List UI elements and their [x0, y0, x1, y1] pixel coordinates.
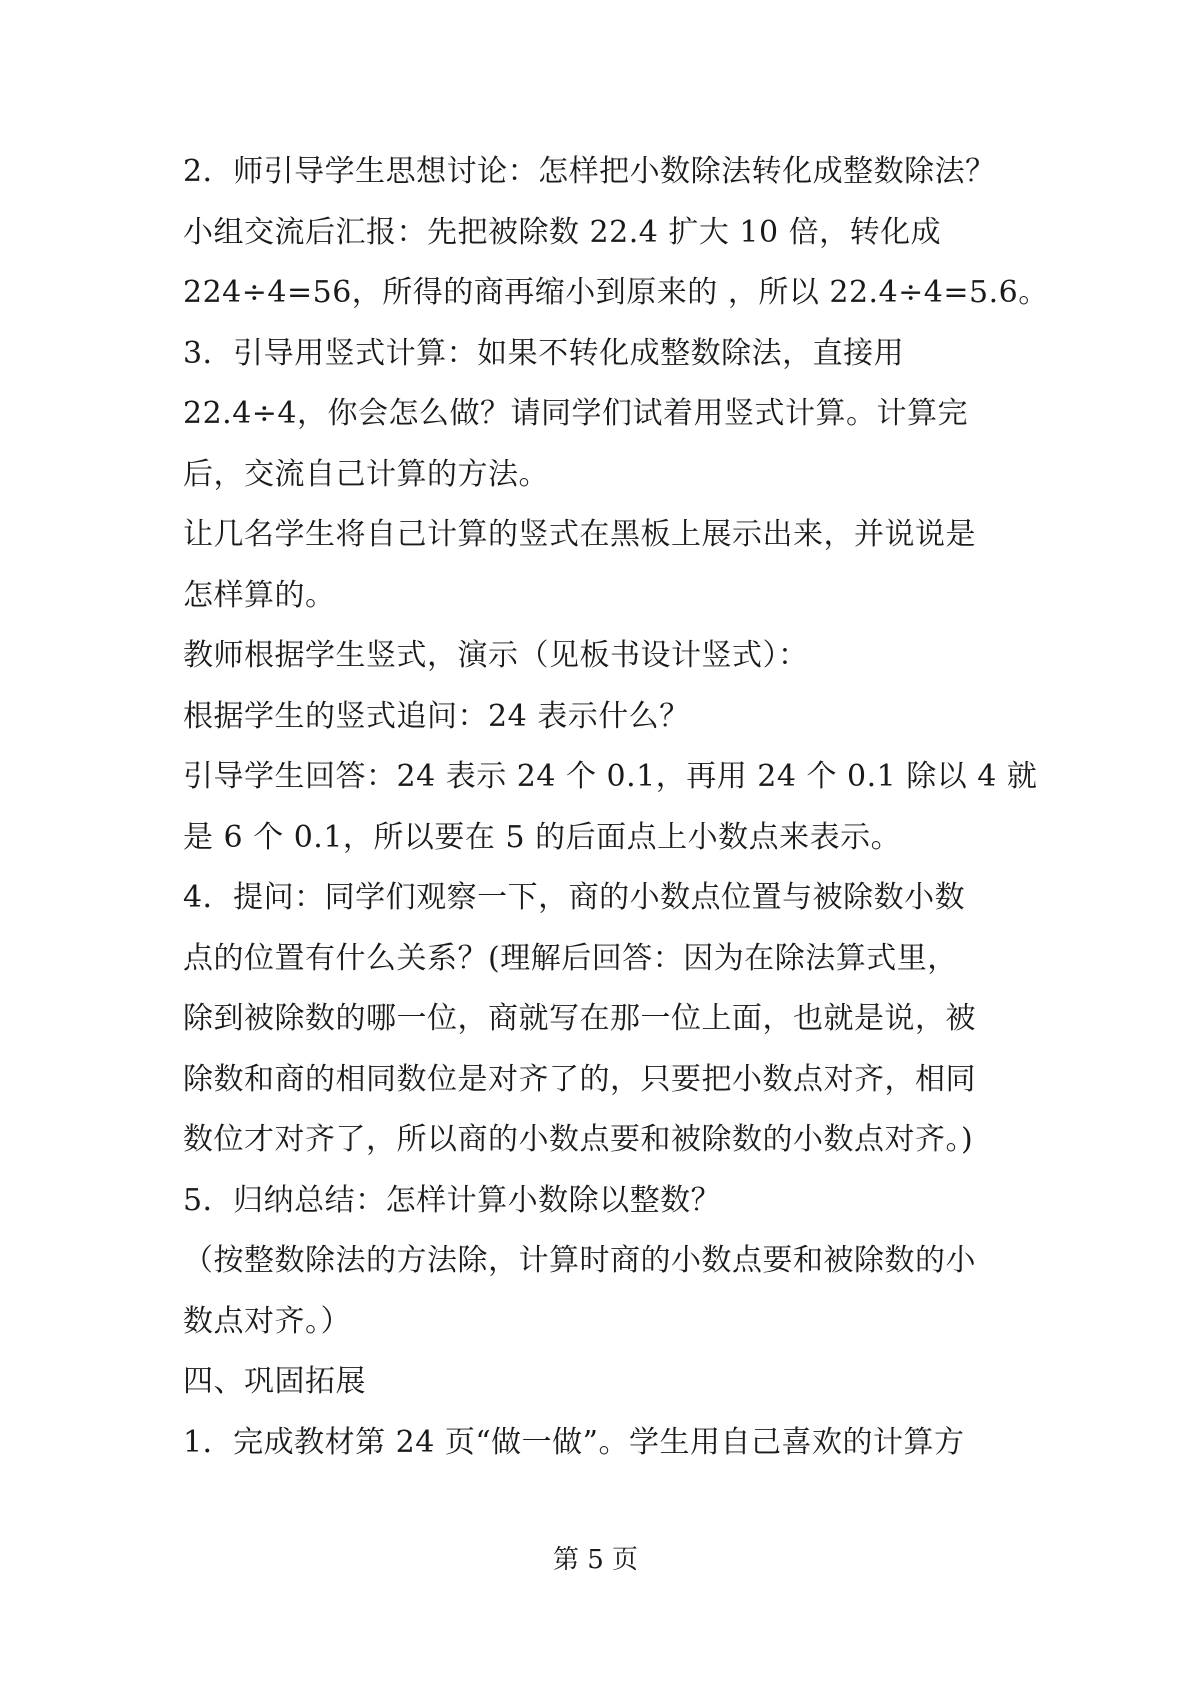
section-heading: 四、巩固拓展	[183, 1364, 366, 1399]
text-line: 后，交流自己计算的方法。	[183, 456, 549, 492]
text-line: 教师根据学生竖式，演示（见板书设计竖式）：	[183, 638, 809, 673]
page-number: 第 5 页	[552, 1545, 639, 1575]
text-line: 小组交流后汇报：先把被除数 22.4 扩大 10 倍，转化成	[183, 214, 942, 250]
text-line: 22.4÷4，你会怎么做？请同学们试着用竖式计算。计算完	[183, 396, 969, 431]
text-line: 根据学生的竖式追问：24 表示什么？	[183, 698, 690, 734]
text-line: 数位才对齐了，所以商的小数点要和被除数的小数点对齐。)	[183, 1122, 974, 1157]
text-line: 2．师引导学生思想讨论：怎样把小数除法转化成整数除法？	[183, 154, 996, 189]
text-line: 让几名学生将自己计算的竖式在黑板上展示出来，并说说是	[183, 517, 976, 552]
text-line: 224÷4=56，所得的商再缩小到原来的 ，所以 22.4÷4=5.6。	[183, 275, 1049, 310]
text-line: 怎样算的。	[183, 577, 336, 613]
text-line: 引导学生回答：24 表示 24 个 0.1，再用 24 个 0.1 除以 4 就	[183, 759, 1038, 794]
text-line: （按整数除法的方法除，计算时商的小数点要和被除数的小	[183, 1243, 976, 1278]
text-line: 5．归纳总结：怎样计算小数除以整数？	[183, 1182, 722, 1218]
text-line: 除数和商的相同数位是对齐了的，只要把小数点对齐，相同	[183, 1061, 976, 1097]
text-line: 1．完成教材第 24 页“做一做”。学生用自己喜欢的计算方	[183, 1424, 965, 1460]
page-body	[183, 142, 1049, 1473]
text-line: 是 6 个 0.1，所以要在 5 的后面点上小数点来表示。	[183, 819, 902, 855]
text-line: 4．提问：同学们观察一下，商的小数点位置与被除数小数	[183, 880, 966, 915]
text-line: 数点对齐。）	[183, 1303, 351, 1339]
text-line: 点的位置有什么关系？(理解后回答：因为在除法算式里，	[183, 940, 958, 976]
text-line: 除到被除数的哪一位，商就写在那一位上面，也就是说，被	[183, 1001, 976, 1036]
text-line: 3．引导用竖式计算：如果不转化成整数除法，直接用	[183, 335, 905, 371]
